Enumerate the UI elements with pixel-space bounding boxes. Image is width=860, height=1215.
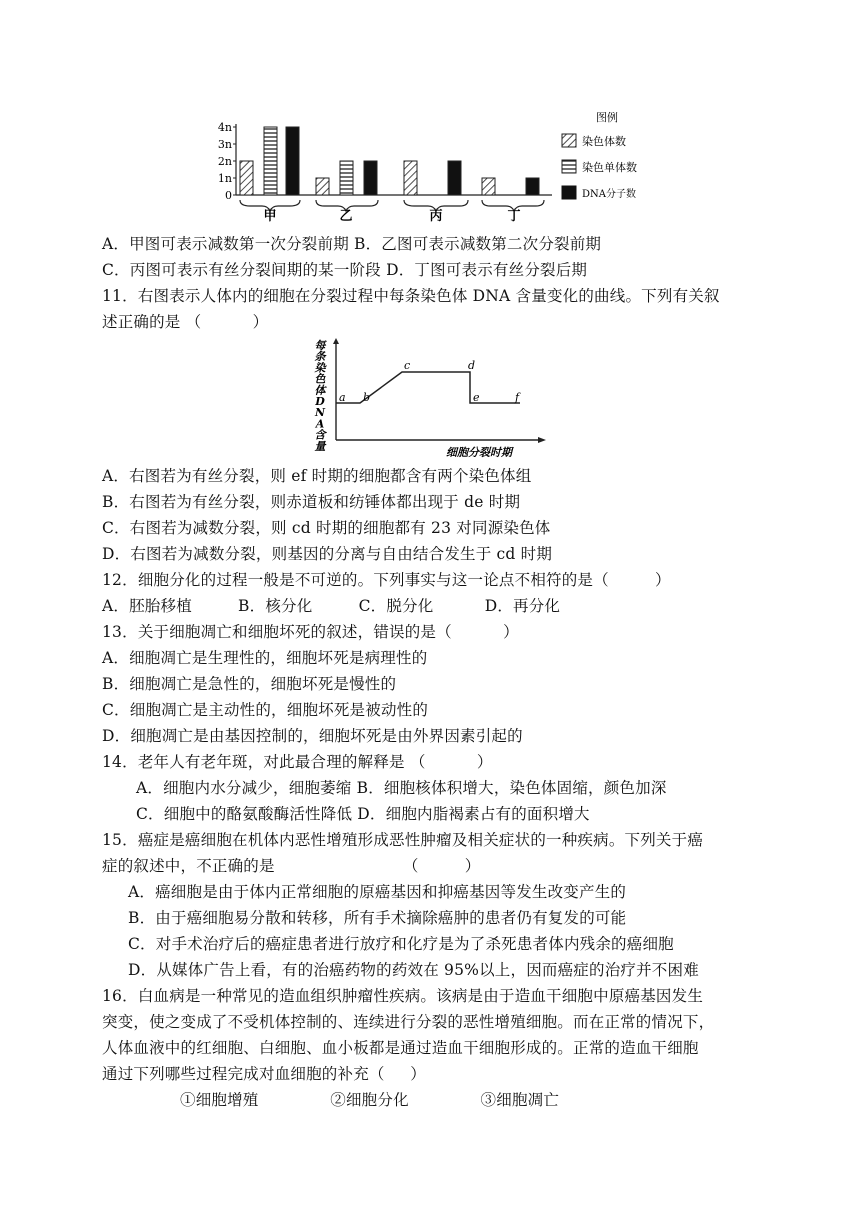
group-label: 乙 [339,209,353,222]
y-tick-label: 2n [217,155,232,168]
y-tick-label: 3n [217,138,232,151]
q13-option-a: A．细胞凋亡是生理性的，细胞坏死是病理性的 [102,649,428,667]
q11-option-b: B．右图若为有丝分裂，则赤道板和纺锤体都出现于 de 时期 [102,493,521,511]
legend-title: 图例 [596,111,618,124]
bar-chart [208,110,678,222]
bar-chromosome [482,178,495,195]
y-tick-label: 0 [225,189,232,202]
x-axis-label: 细胞分裂时期 [446,446,512,458]
group-label: 丙 [429,209,443,222]
bar-chromosome [404,161,417,195]
q11-option-d: D．右图若为减数分裂，则基因的分离与自由结合发生于 cd 时期 [102,545,553,563]
group-label: 甲 [263,209,277,222]
bar-chromosome [316,178,329,195]
legend-swatch-dna [562,186,576,199]
bar-dna [286,127,299,195]
legend-label: 染色体数 [582,135,626,148]
q15-option-a: A．癌细胞是由于体内正常细胞的原癌基因和抑癌基因等发生改变产生的 [128,883,627,901]
q16-stem: 突变，使之变成了不受机体控制的、连续进行分裂的恶性增殖细胞。而在正常的情况下， [102,1013,715,1031]
q13-option-d: D．细胞凋亡是由基因控制的，细胞坏死是由外界因素引起的 [102,727,523,745]
q15-stem: 症的叙述中，不正确的是 （ ） [102,857,481,875]
point-label: a [339,391,346,404]
y-tick-label: 4n [217,121,232,134]
q16-stem: 人体血液中的红细胞、白细胞、血小板都是通过造血干细胞形成的。正常的造血干细胞 [102,1039,699,1057]
q16-stem: 通过下列哪些过程完成对血细胞的补充（ ） [102,1065,426,1083]
q11-option-c: C．右图若为减数分裂，则 cd 时期的细胞都有 23 对同源染色体 [102,519,551,537]
q10-options-ab: A．甲图可表示减数第一次分裂前期 B．乙图可表示减数第二次分裂前期 [102,235,602,253]
legend-label: DNA分子数 [582,189,636,200]
q16-items: ①细胞增殖 ②细胞分化 ③细胞凋亡 [180,1091,560,1109]
q14-options-cd: C．细胞中的酪氨酸酶活性降低 D．细胞内脂褐素占有的面积增大 [136,805,590,823]
q11-stem: 11．右图表示人体内的细胞在分裂过程中每条染色体 DNA 含量变化的曲线。下列有关叙 [102,287,720,305]
q12-options: A．胚胎移植 B．核分化 C．脱分化 D．再分化 [102,597,561,615]
y-tick-label: 1n [217,172,232,185]
legend-swatch-chromatid [562,160,576,173]
legend-label: 染色单体数 [582,161,637,174]
q11-stem: 述正确的是 （ ） [102,313,269,331]
point-label: e [473,391,480,404]
point-label: d [468,359,476,372]
q15-option-d: D．从媒体广告上看，有的治癌药物的药效在 95%以上，因而癌症的治疗并不困难 [128,961,699,979]
q12-stem: 12．细胞分化的过程一般是不可逆的。下列事实与这一论点不相符的是（ ） [102,571,671,589]
point-label: f [515,391,520,404]
q15-option-b: B．由于癌细胞易分散和转移，所有手术摘除癌肿的患者仍有复发的可能 [128,909,627,927]
legend-swatch-chromosome [562,134,576,147]
bar-chromosome [240,161,253,195]
bar-dna [526,178,539,195]
q13-stem: 13．关于细胞凋亡和细胞坏死的叙述，错误的是（ ） [102,623,519,641]
y-axis-label [314,339,328,453]
point-label: b [363,391,371,404]
q15-option-c: C．对手术治疗后的癌症患者进行放疗和化疗是为了杀死患者体内残余的癌细胞 [128,935,674,953]
q14-stem: 14．老年人有老年斑，对此最合理的解释是 （ ） [102,753,493,771]
q16-stem: 16．白血病是一种常见的造血组织肿瘤性疾病。该病是由于造血干细胞中原癌基因发生 [102,987,704,1005]
bar-dna [448,161,461,195]
point-label: c [404,359,411,372]
bar-dna [364,161,377,195]
q10-options-cd: C．丙图可表示有丝分裂间期的某一阶段 D．丁图可表示有丝分裂后期 [102,261,588,279]
bar-chromatid [264,127,277,195]
q14-options-ab: A．细胞内水分减少，细胞萎缩 B．细胞核体积增大，染色体固缩，颜色加深 [136,779,667,797]
dna-curve-chart [306,336,551,458]
q13-option-b: B．细胞凋亡是急性的，细胞坏死是慢性的 [102,675,397,693]
bar-chromatid [340,161,353,195]
q15-stem: 15．癌症是癌细胞在机体内恶性增殖形成恶性肿瘤及相关症状的一种疾病。下列关于癌 [102,831,704,849]
q13-option-c: C．细胞凋亡是主动性的，细胞坏死是被动性的 [102,701,429,719]
svg-text:每条染色体DNA含量: 每条染色体 D N A 含量 [314,339,326,453]
group-label: 丁 [507,209,521,222]
q11-option-a: A．右图若为有丝分裂，则 ef 时期的细胞都含有两个染色体组 [102,467,532,485]
